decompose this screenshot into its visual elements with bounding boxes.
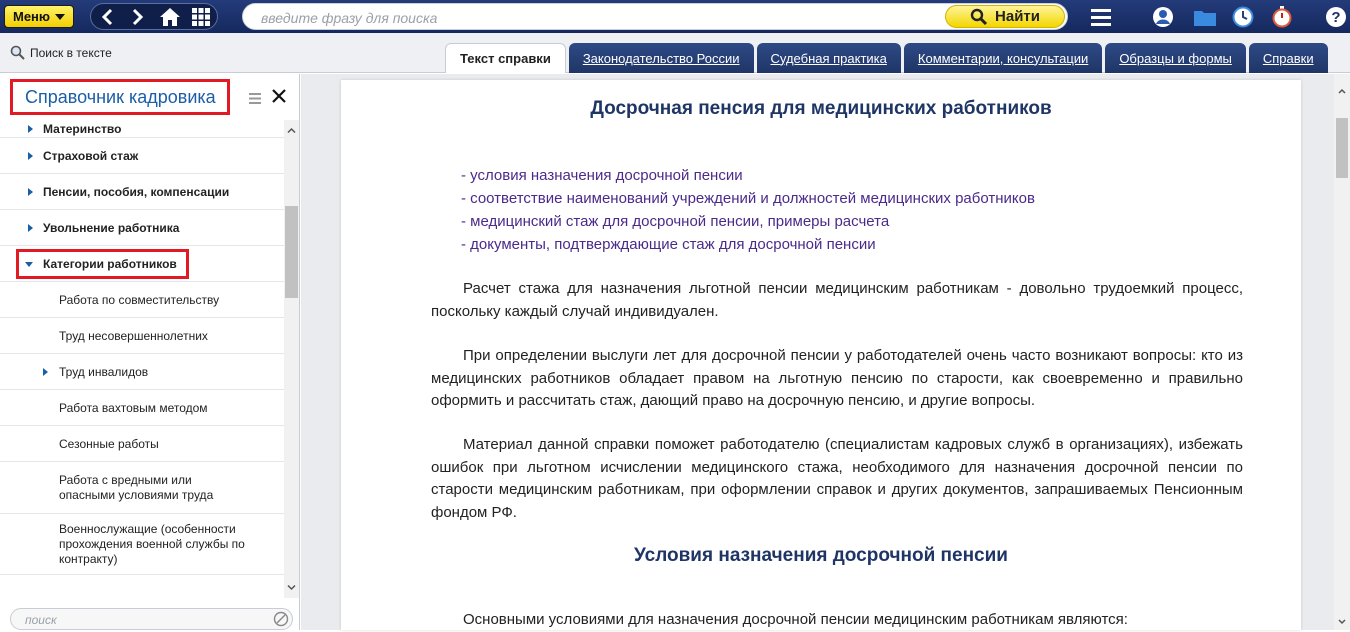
tab-help-text[interactable]: Текст справки [445, 43, 566, 73]
sidebar-subitem-part-time[interactable] [0, 282, 284, 318]
chevron-right-icon [28, 188, 33, 196]
tab-bar [445, 43, 1331, 73]
clear-icon[interactable] [273, 611, 289, 627]
search-input[interactable] [261, 8, 921, 27]
clock-icon [1232, 6, 1254, 28]
user-button[interactable] [1151, 5, 1175, 29]
menu-button-label: Меню [13, 9, 51, 24]
sidebar-item-label: Увольнение работника [43, 220, 180, 235]
sidebar-subitem-minors[interactable] [0, 318, 284, 354]
close-icon [270, 87, 288, 105]
folder-button[interactable] [1193, 5, 1217, 29]
magnifier-icon [10, 45, 25, 60]
tab-references[interactable]: Справки [1249, 43, 1328, 73]
sidebar-subitem-label: Сезонные работы [59, 436, 159, 451]
document-link[interactable]: - медицинский стаж для досрочной пенсии, примеры расчета [461, 213, 890, 230]
find-button[interactable] [945, 5, 1065, 28]
sidebar-tree [0, 120, 284, 598]
chevron-right-icon [28, 125, 33, 133]
sidebar-subitem-label: Труд инвалидов [59, 364, 149, 379]
search-box [242, 3, 1068, 30]
document-paragraph: При определении выслуги лет для досрочной пенсии у работодателей очень часто возникают вопросы: кто из медицинских работников обладает правом на льготную пенсию по старости, как своевременно и правильно оформить и рассчитать стаж, дающий право на досрочную пенсию, и другие вопросы. [431, 347, 1243, 409]
chevron-right-icon [28, 224, 33, 232]
sidebar-subitem-seasonal[interactable] [0, 426, 284, 462]
sidebar-subitem-label: Работа с вредными или опасными условиями труда [59, 472, 214, 502]
sidebar-item-label: Категории работников [43, 256, 177, 271]
tab-court-practice[interactable]: Судебная практика [757, 43, 901, 73]
chevron-down-icon[interactable] [287, 583, 296, 592]
chevron-right-icon [43, 368, 48, 376]
sidebar-search-input[interactable] [25, 612, 265, 627]
document-link[interactable]: - условия назначения досрочной пенсии [461, 167, 743, 184]
home-button[interactable] [154, 4, 186, 29]
sidebar-scrollbar-thumb[interactable] [285, 206, 298, 298]
sidebar-subitem-disabled[interactable] [0, 354, 284, 390]
svg-text:?: ? [1331, 9, 1341, 26]
document-links [461, 164, 1035, 256]
secondary-bar [0, 33, 1350, 73]
tab-legislation[interactable]: Законодательство России [569, 43, 754, 73]
sidebar-item-pensions[interactable] [0, 174, 284, 210]
sidebar-item-dismissal[interactable] [0, 210, 284, 246]
sidebar-item-employee-categories[interactable] [0, 246, 284, 282]
sidebar-item-label: Материнство [43, 121, 122, 136]
sidebar-subitem-label: Военнослужащие (особенности прохождения военной службы по контракту) [59, 521, 245, 566]
chevron-down-icon [25, 262, 33, 267]
chevron-down-icon[interactable] [1338, 618, 1346, 626]
help-button[interactable] [1324, 5, 1348, 29]
search-in-text-button[interactable] [10, 45, 112, 60]
document-link[interactable]: - документы, подтверждающие стаж для досрочной пенсии [461, 236, 876, 253]
section-title: Условия назначения досрочной пенсии [634, 545, 1008, 566]
back-button[interactable] [91, 4, 123, 29]
sidebar-title: Справочник кадровика [10, 79, 230, 115]
content-scrollbar[interactable] [1334, 74, 1350, 630]
document-link[interactable]: - соответствие наименований учреждений и должностей медицинских работников [461, 190, 1035, 207]
top-toolbar [0, 0, 1350, 33]
sidebar-search [10, 608, 293, 630]
history-button[interactable] [1231, 5, 1255, 29]
search-icon [970, 8, 988, 26]
sidebar-item-label: Пенсии, пособия, компенсации [43, 184, 230, 199]
forward-button[interactable] [123, 4, 155, 29]
user-icon [1152, 6, 1174, 28]
hamburger-icon [1090, 7, 1112, 27]
chevron-right-icon [28, 152, 33, 160]
highlight-frame [16, 249, 189, 279]
sidebar-subitem-label: Работа вахтовым методом [59, 400, 208, 415]
sidebar-subitem-shift-work[interactable] [0, 390, 284, 426]
navigation-group [90, 3, 218, 30]
document-title: Досрочная пенсия для медицинских работников [590, 98, 1052, 119]
search-in-text-label: Поиск в тексте [30, 45, 112, 60]
sidebar-item-label: Страховой стаж [43, 148, 139, 163]
chevron-up-icon[interactable] [287, 126, 296, 135]
sidebar-close-button[interactable] [270, 87, 288, 110]
hamburger-menu-button[interactable] [1089, 5, 1113, 29]
find-button-label: Найти [995, 8, 1040, 25]
sidebar-header [0, 74, 300, 120]
sidebar-item-insurance-experience[interactable] [0, 138, 284, 174]
sidebar-subitem-hazardous[interactable] [0, 462, 284, 514]
sidebar-item-maternity[interactable] [0, 120, 284, 138]
help-icon [1325, 6, 1347, 28]
grid-menu-button[interactable] [186, 4, 218, 29]
document-paragraph: Основными условиями для назначения досрочной пенсии медицинским работникам являются: [463, 611, 1128, 628]
sidebar-subitem-military[interactable] [0, 514, 284, 575]
list-icon [249, 93, 261, 104]
chevron-down-icon [55, 14, 65, 20]
arrow-right-icon [131, 8, 145, 26]
sidebar-subitem-label: Труд несовершеннолетних [59, 328, 208, 343]
tab-forms[interactable]: Образцы и формы [1105, 43, 1246, 73]
grid-icon [191, 7, 211, 27]
timer-button[interactable] [1270, 5, 1294, 29]
sidebar-scrollbar[interactable] [284, 120, 299, 598]
sidebar-options-button[interactable] [249, 91, 261, 109]
menu-button[interactable] [4, 5, 74, 28]
content-scrollbar-thumb[interactable] [1336, 118, 1348, 178]
folder-icon [1193, 7, 1217, 27]
chevron-up-icon[interactable] [1338, 87, 1346, 95]
document-page [341, 80, 1301, 630]
stopwatch-icon [1271, 6, 1293, 28]
sidebar-subitem-label: Работа по совместительству [59, 292, 220, 307]
document-paragraph: Материал данной справки поможет работодателю (специалистам кадровых служб в организациях), избежать ошибок при льготном исчислении медицинского стажа, необходимого для назначения досрочной пенсии по старости медицинским работникам, при оформлении справок и других документов, запрашиваемых Пенсионным фондом РФ. [431, 436, 1243, 521]
arrow-left-icon [100, 8, 114, 26]
tab-comments[interactable]: Комментарии, консультации [904, 43, 1102, 73]
home-icon [159, 7, 181, 27]
document-paragraph: Расчет стажа для назначения льготной пенсии медицинским работникам - довольно трудоемкий процесс, поскольку каждый случай индивидуален. [431, 280, 1243, 320]
sidebar [0, 74, 300, 630]
